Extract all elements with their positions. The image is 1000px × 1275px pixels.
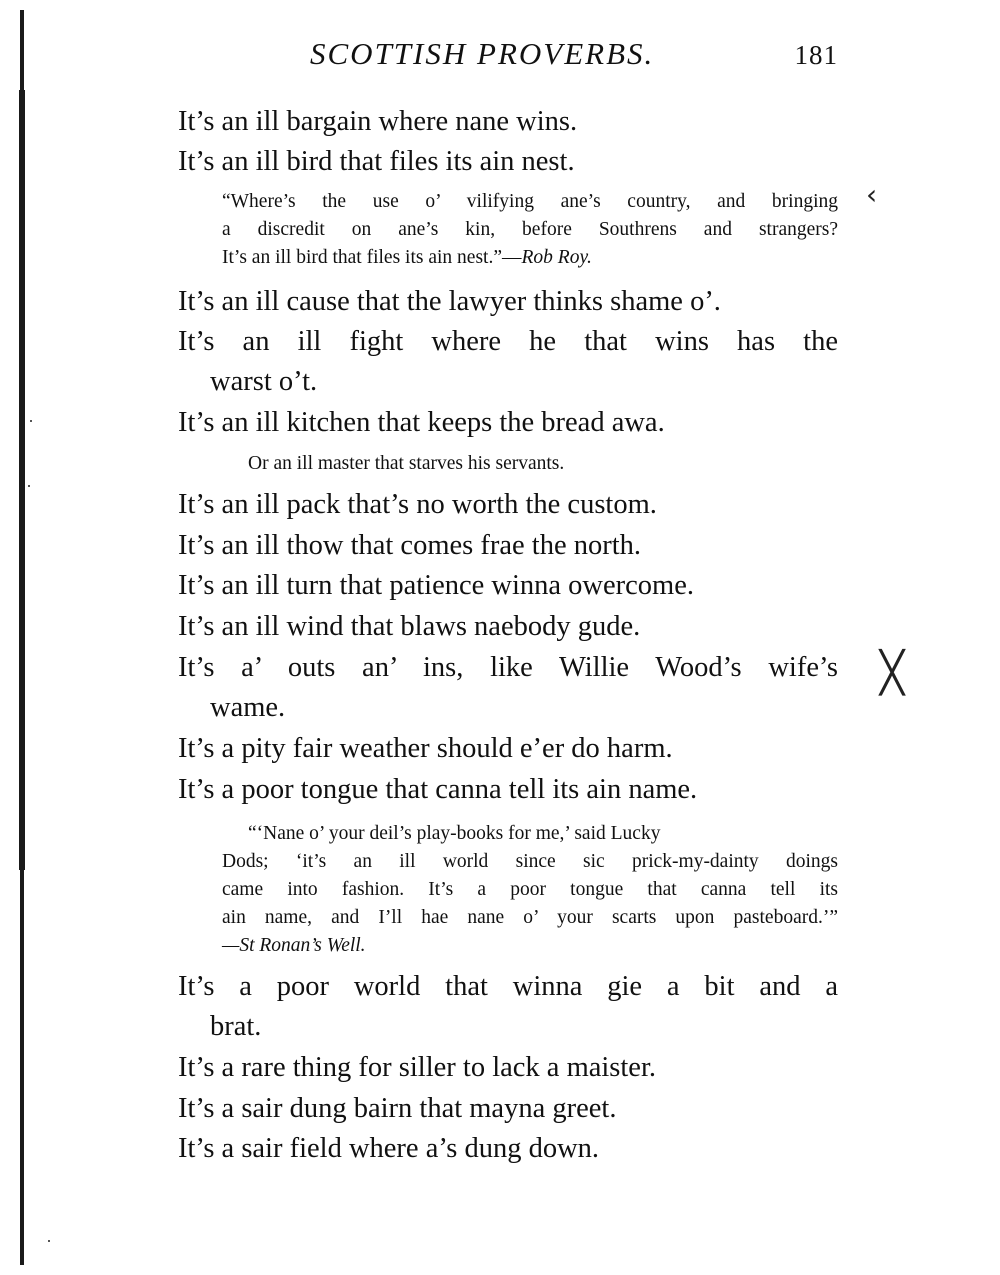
proverb-entry: It’s a poor tongue that canna tell its ain name. (178, 774, 698, 805)
paper-speck (28, 485, 30, 487)
quotation-note: “Where’s the use o’ vilifying ane’s country, and bringing (222, 191, 838, 212)
proverb-entry: It’s an ill thow that comes frae the north. (178, 530, 641, 561)
running-title: SCOTTISH PROVERBS. (310, 36, 655, 71)
proverb-entry: It’s an ill pack that’s no worth the custom. (178, 489, 657, 520)
quotation-note: ain name, and I’ll hae nane o’ your scarts upon pasteboard.’” (222, 907, 838, 928)
proverb-entry: It’s an ill bargain where nane wins. (178, 106, 578, 137)
pencil-check-mark: ‹ (866, 178, 878, 211)
citation-title: Rob Roy. (521, 247, 592, 268)
proverb-entry: It’s a sair field where a’s dung down. (178, 1133, 600, 1164)
explanatory-note: Or an ill master that starves his servants. (248, 453, 565, 474)
quotation-note: Dods; ‘it’s an ill world since sic prick-my-dainty doings (222, 851, 838, 872)
proverb-entry: It’s an ill kitchen that keeps the bread awa. (178, 407, 665, 438)
proverb-entry: It’s a sair dung bairn that mayna greet. (178, 1093, 617, 1124)
quotation-note (222, 244, 592, 272)
proverb-continuation: brat. (210, 1011, 262, 1042)
proverb-entry: It’s an ill turn that patience winna owercome. (178, 570, 694, 601)
quotation-note: came into fashion. It’s a poor tongue that canna tell its (222, 879, 838, 900)
proverb-entry: It’s an ill cause that the lawyer thinks shame o’. (178, 286, 721, 317)
paper-speck (48, 1240, 50, 1242)
quotation-note: a discredit on ane’s kin, before Southrens and strangers? (222, 219, 838, 240)
binding-edge-shadow (19, 90, 25, 870)
proverb-entry: It’s an ill wind that blaws naebody gude. (178, 611, 641, 642)
citation-title: —St Ronan’s Well. (222, 935, 366, 956)
pencil-cross-mark: ╳ (880, 650, 905, 696)
paper-speck (30, 420, 32, 422)
proverb-entry: It’s a pity fair weather should e’er do harm. (178, 733, 673, 764)
proverb-entry: It’s an ill fight where he that wins has the (178, 326, 838, 357)
quotation-note: “‘Nane o’ your deil’s play-books for me,’ said Lucky (248, 823, 661, 844)
proverb-continuation: warst o’t. (210, 366, 318, 397)
proverb-entry: It’s a’ outs an’ ins, like Willie Wood’s wife’s (178, 652, 838, 683)
proverb-entry: It’s an ill bird that files its ain nest. (178, 146, 575, 177)
proverb-continuation: wame. (210, 692, 286, 723)
page-header (178, 36, 838, 76)
quotation-text: It’s an ill bird that files its ain nest.”— (222, 247, 522, 268)
proverb-entry: It’s a poor world that winna gie a bit and a (178, 971, 838, 1002)
proverb-entry: It’s a rare thing for siller to lack a maister. (178, 1052, 657, 1083)
page-number: 181 (794, 40, 838, 70)
